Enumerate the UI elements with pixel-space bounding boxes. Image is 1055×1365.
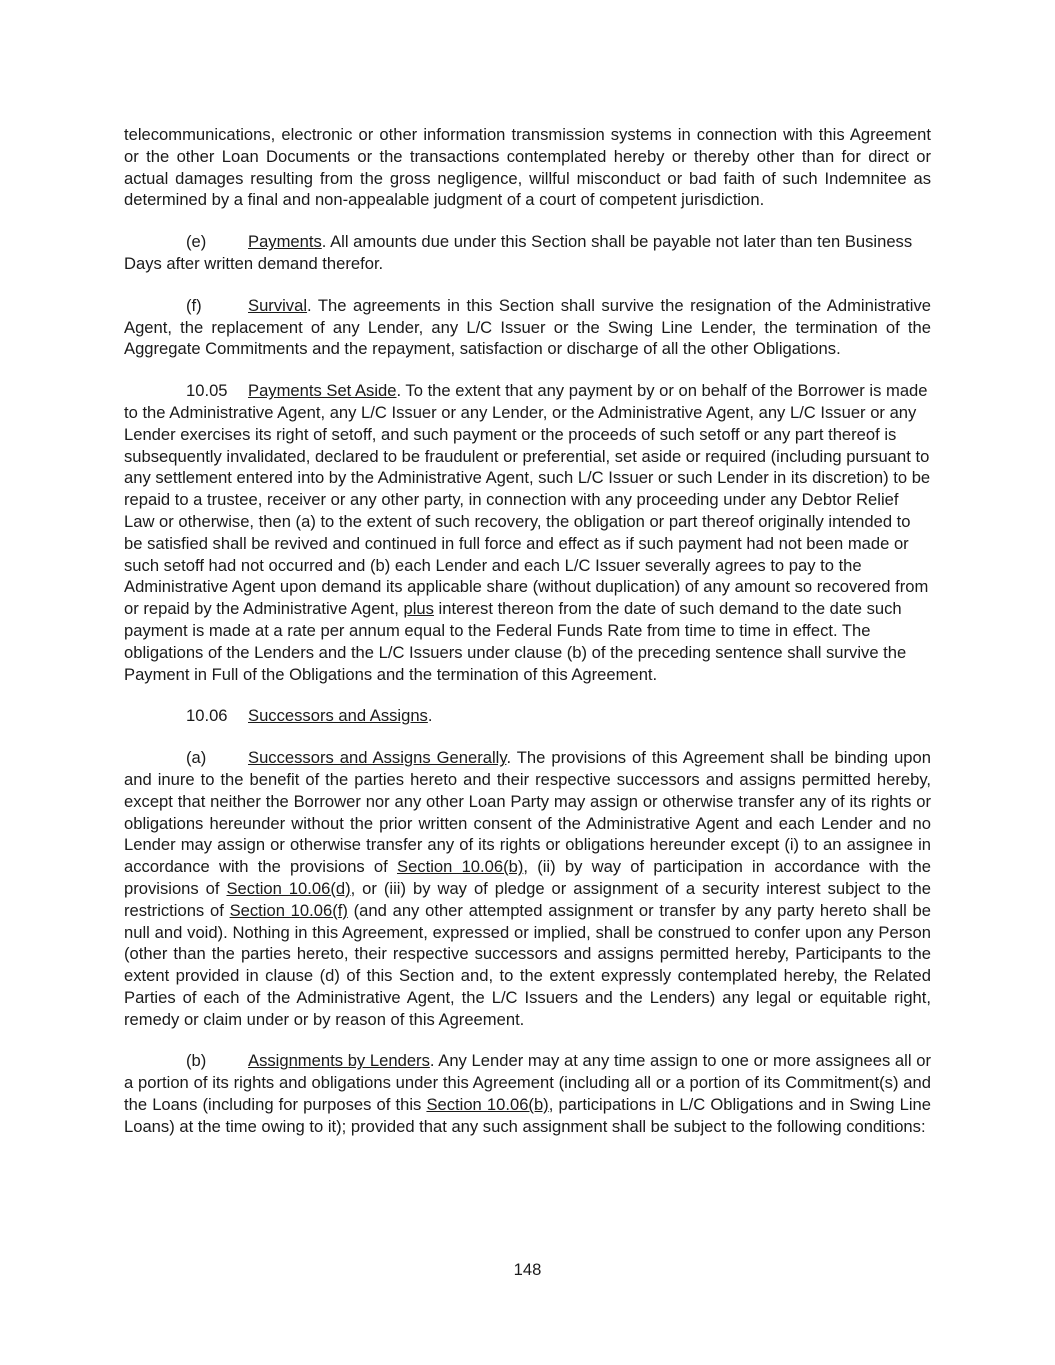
clause-text: , (ii) by way of participation in accordance with the provisions of [124, 857, 931, 898]
clause-heading: Successors and Assigns Generally [248, 748, 507, 768]
page-number: 148 [513, 1260, 542, 1279]
section-e-payments [124, 231, 931, 275]
clause-text: , or (iii) by way of pledge or assignment of a security interest subject to the restrictions of [124, 878, 932, 920]
clause-heading: Assignments by Lenders [248, 1051, 430, 1071]
cross-reference: Section 10.06(f) [229, 900, 348, 920]
clause-text: . Any Lender may at any time assign to one or more assignees all or a portion of its rights and obligations under this Agreement (including all or a portion of its Commitment(s) and the Loans (including for purposes of this [124, 1051, 931, 1115]
section-number: 10.05 [186, 381, 228, 401]
clause-number: (e) [186, 232, 207, 252]
document-page [124, 124, 931, 1158]
clause-text: . All amounts due under this Section shall be payable not later than ten Business Days after written demand therefor. [124, 232, 913, 273]
cross-reference: Section 10.06(d) [226, 878, 351, 898]
section-number: 10.06 [186, 706, 228, 726]
clause-text: (and any other attempted assignment or transfer by any party hereto shall be null and void). Nothing in this Agreement, expressed or implied, shall be construed to confer upon any Person (other than the parties hereto, their respective successors and assigns permitted hereby, Participants to the extent provided in clause (d) of this Section and, to the extent expressly contemplated hereby, the Related Parties of each of the Administrative Agent, the L/C Issuers and the Lenders) any legal or equitable right, remedy or claim under or by reason of this Agreement. [124, 900, 931, 1029]
clause-heading: Survival [248, 295, 308, 315]
section-a-successors [124, 747, 931, 1030]
section-b-assignments [124, 1050, 931, 1137]
section-10-05 [124, 380, 931, 685]
section-text: . To the extent that any payment by or on behalf of the Borrower is made to the Administrative Agent, any L/C Issuer or any Lender, or the Administrative Agent, any L/C Issuer or any Lender exercises its right of setoff, and such payment or the proceeds of such setoff or any part thereof is subsequently invalidated, declared to be fraudulent or preferential, set aside or required (including pursuant to any settlement entered into by the Administrative Agent, such L/C Issuer or such Lender in its discretion) to be repaid to a trustee, receiver or any other party, in connection with any proceeding under any Debtor Relief Law or otherwise, then (a) to the extent of such recovery, the obligation or part thereof originally intended to be satisfied shall be revived and continued in full force and effect as if such payment had not been made or such setoff had not occurred and (b) each Lender and each L/C Issuer severally agrees to pay to the Administrative Agent upon demand its applicable share (without duplication) of any amount so recovered from or repaid by the Administrative Agent, [124, 381, 931, 619]
section-heading: Successors and Assigns [248, 706, 428, 726]
clause-number: (a) [186, 748, 207, 768]
section-heading: Payments Set Aside [248, 381, 397, 401]
clause-text: , participations in L/C Obligations and in Swing Line Loans) at the time owing to it); provided that any such assignment shall be subject to the following conditions: [124, 1095, 931, 1136]
clause-text: . The provisions of this Agreement shall be binding upon and inure to the benefit of the parties hereto and their respective successors and assigns permitted hereby, except that neither the Borrower nor any other Loan Party may assign or otherwise transfer any of its rights or obligations hereunder without the prior written consent of the Administrative Agent and each Lender and no Lender may assign or otherwise transfer any of its rights or obligations hereunder except (i) to an assignee in accordance with the provisions of [124, 748, 931, 877]
cross-reference: Section 10.06(b) [426, 1095, 549, 1115]
cross-reference: Section 10.06(b) [397, 857, 524, 877]
section-f-survival [124, 295, 931, 360]
section-text-continued: interest thereon from the date of such demand to the date such payment is made at a rate per annum equal to the Federal Funds Rate from time to time in effect. The obligations of the Lenders and the L/C Issuers under clause (b) of the preceding sentence shall survive the Payment in Full of the Obligations and the termination of this Agreement. [124, 599, 907, 684]
emphasis-plus: plus [403, 599, 434, 619]
clause-number: (b) [186, 1051, 207, 1071]
clause-number: (f) [186, 295, 202, 315]
clause-text: . The agreements in this Section shall survive the resignation of the Administrative Agent, the replacement of any Lender, any L/C Issuer or the Swing Line Lender, the termination of the Aggregate Commitments and the repayment, satisfaction or discharge of all the other Obligations. [124, 295, 931, 359]
paragraph-continuation: telecommunications, electronic or other information transmission systems in connection with this Agreement or the other Loan Documents or the transactions contemplated hereby or thereby other than for direct or actual damages resulting from the gross negligence, willful misconduct or bad faith of such Indemnitee as determined by a final and non-appealable judgment of a court of competent jurisdiction. [124, 125, 931, 210]
clause-heading: Payments [248, 232, 322, 252]
section-10-06 [124, 705, 931, 727]
section-heading-end: . [427, 706, 433, 726]
